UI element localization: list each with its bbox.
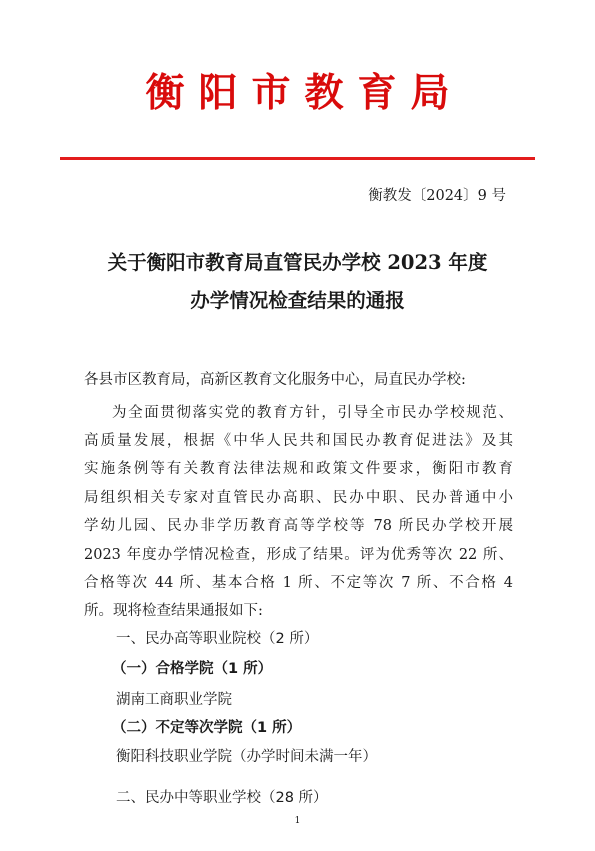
paragraph-line: 局组织相关专家对直管民办高职、民办中职、民办普通中小 (84, 490, 513, 506)
subsection-heading-unrated: （二）不定等次学院（1 所） (112, 720, 302, 736)
section-heading-1: 一、民办高等职业院校（2 所） (116, 631, 319, 647)
document-number: 衡教发〔2024〕9 号 (368, 188, 506, 204)
page-number: 1 (294, 816, 301, 826)
salutation: 各县市区教育局，高新区教育文化服务中心，局直民办学校: (84, 372, 466, 388)
school-item: 湖南工商职业学院 (116, 692, 232, 708)
paragraph-line: 为全面贯彻落实党的教育方针，引导全市民办学校规范、 (112, 405, 513, 421)
paragraph-line: 高质量发展，根据《中华人民共和国民办教育促进法》及其 (84, 433, 513, 449)
section-heading-2: 二、民办中等职业学校（28 所） (116, 790, 328, 806)
red-header-rule (60, 157, 535, 160)
paragraph-line: 合格等次 44 所、基本合格 1 所、不定等次 7 所、不合格 4 (84, 575, 513, 591)
paragraph-line: 学幼儿园、民办非学历教育高等学校等 78 所民办学校开展 (84, 518, 513, 534)
subsection-heading-qualified: （一）合格学院（1 所） (112, 661, 273, 677)
title-line-2: 办学情况检查结果的通报 (190, 289, 405, 312)
paragraph-line: 所。现将检查结果通报如下: (84, 603, 263, 619)
school-item: 衡阳科技职业学院（办学时间未满一年） (116, 749, 377, 765)
paragraph-line: 实施条例等有关教育法律法规和政策文件要求，衡阳市教育 (84, 461, 513, 477)
paragraph-line: 2023 年度办学情况检查，形成了结果。评为优秀等次 22 所、 (84, 547, 513, 563)
title-line-1: 关于衡阳市教育局直管民办学校 2023 年度 (107, 251, 488, 274)
issuer-name: 衡阳市教育局 (145, 70, 464, 116)
